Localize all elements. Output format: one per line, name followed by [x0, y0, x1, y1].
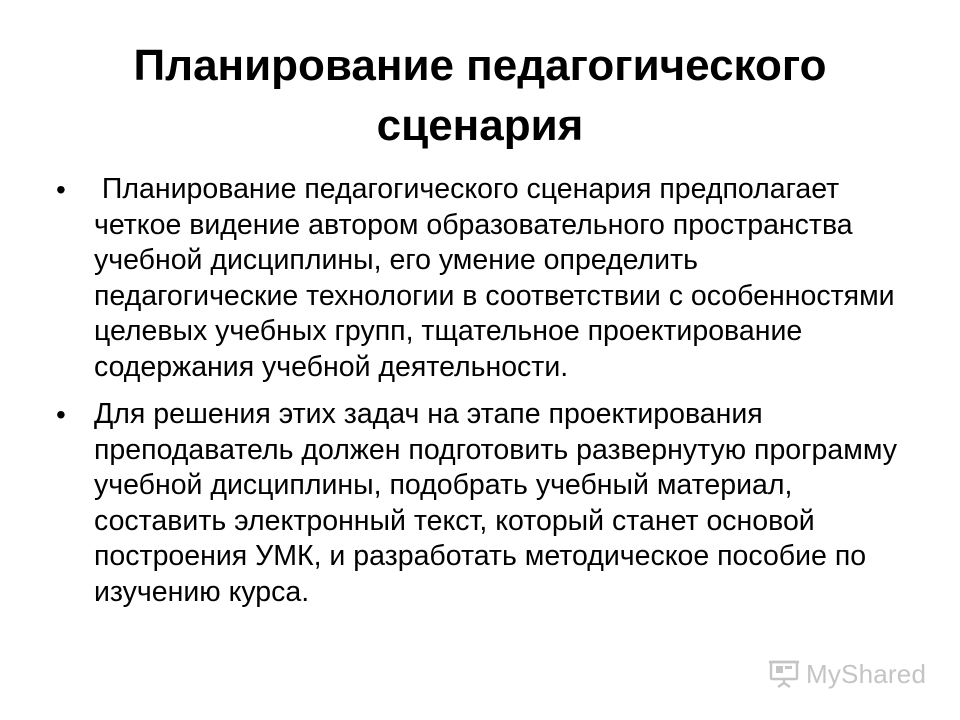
bullet-list	[56, 172, 906, 610]
bullet-text: Планирование педагогического сценария предполагает четкое видение автором образовательного пространства учебной дисциплины, его умение определить педагогические технологии в соответствии с особенностями целевых учебных групп, тщательное проектирование содержания учебной деятельности.	[94, 173, 903, 383]
watermark	[768, 656, 926, 692]
bullet-text: Для решения этих задач на этапе проектирования преподаватель должен подготовить развернутую программу учебной дисциплины, подобрать учебный материал, составить электронный текст, который станет основой построения УМК, и разработать методическое пособие по изучению курса.	[94, 398, 898, 608]
bullet-item	[56, 397, 906, 610]
slide-title: Планирование педагогического сценария	[133, 41, 827, 150]
presentation-board-icon	[768, 659, 800, 689]
bullet-item	[56, 172, 906, 385]
watermark-text: MyShared	[806, 658, 927, 689]
bullet-marker: •	[56, 399, 66, 430]
bullet-marker: •	[56, 174, 66, 205]
